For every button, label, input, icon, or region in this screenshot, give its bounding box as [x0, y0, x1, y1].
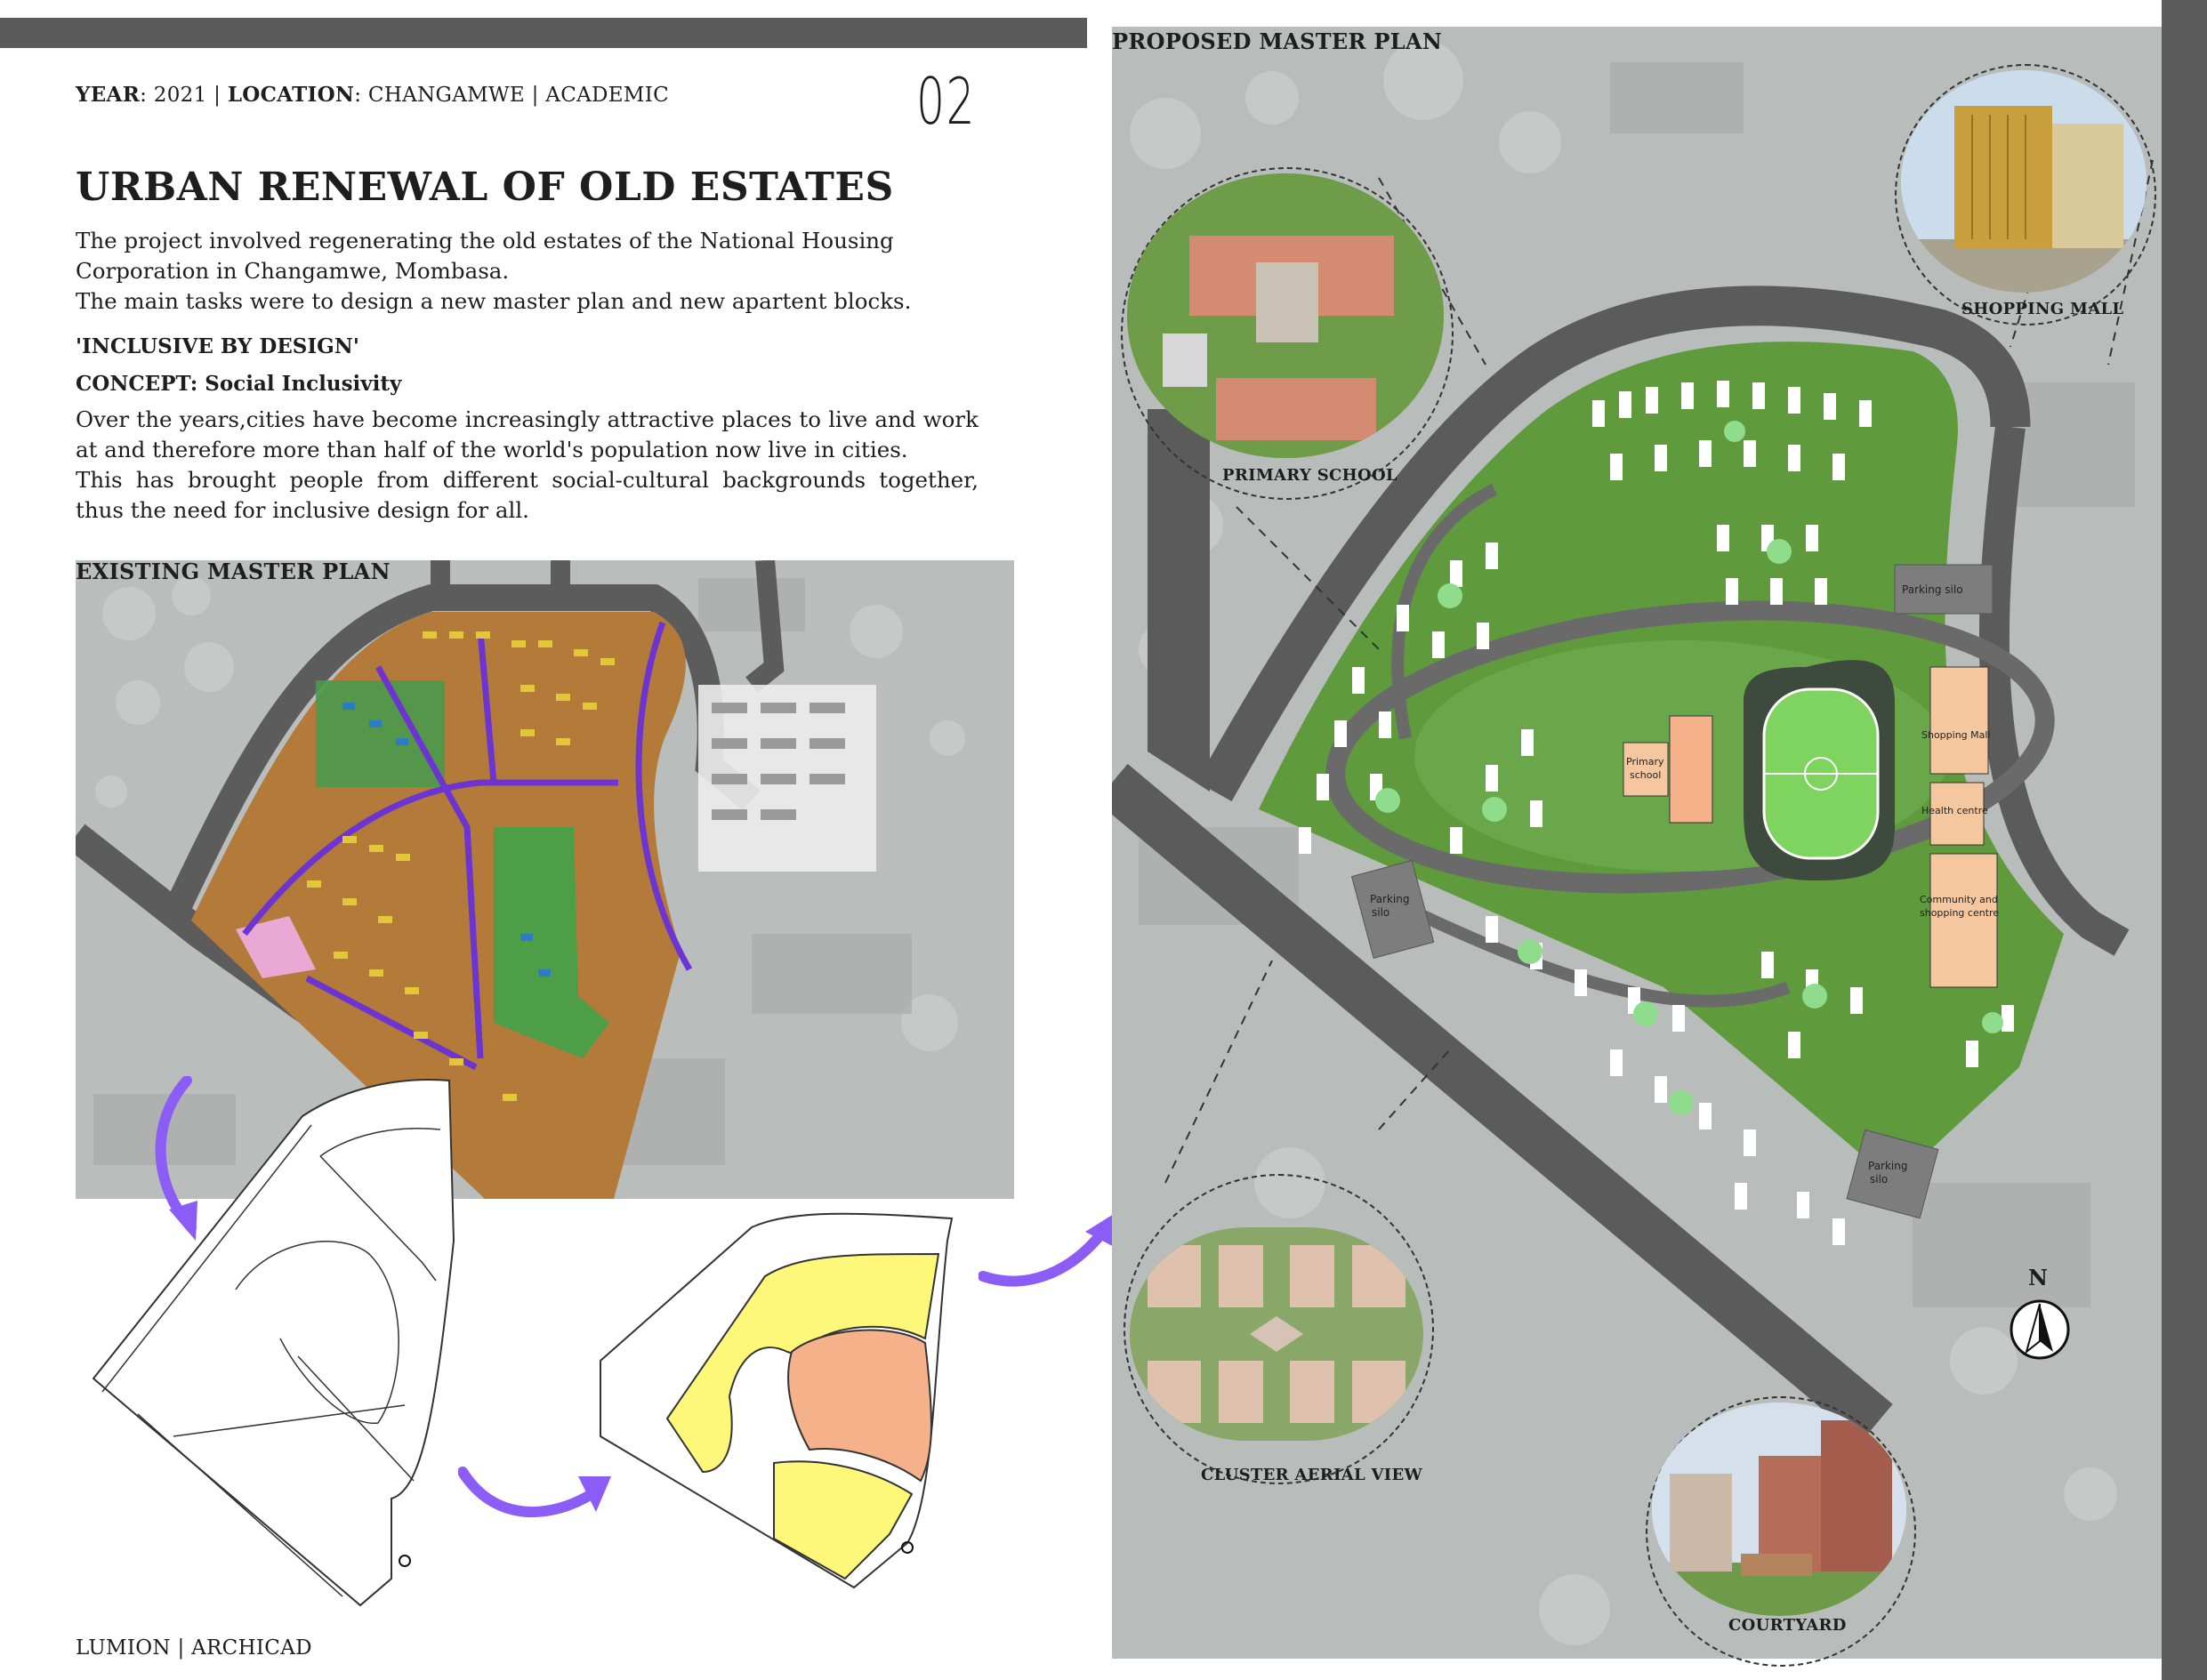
- location-label: LOCATION: [227, 83, 355, 107]
- software-footer: [76, 1636, 312, 1660]
- north-arrow-icon: [2009, 1298, 2071, 1361]
- community-centre-label: shopping centre: [1920, 907, 2000, 919]
- location-value: : CHANGAMWE: [354, 84, 525, 107]
- arrow-down-icon: [142, 1076, 205, 1245]
- shopping-mall-caption: SHOPPING MALL: [1961, 300, 2124, 318]
- intro-line: The project involved regenerating the old estates of the National Housing Corporation in Changamwe, Mombasa.: [76, 228, 894, 284]
- year-label: YEAR: [76, 83, 141, 107]
- proposed-plan-label: PROPOSED MASTER PLAN: [1112, 28, 1443, 54]
- cluster-aerial-image: [1130, 1227, 1423, 1441]
- existing-plan-label: EXISTING MASTER PLAN: [76, 559, 391, 584]
- separator: |: [531, 84, 539, 107]
- project-type: ACADEMIC: [545, 84, 669, 107]
- software-archicad: ARCHICAD: [191, 1636, 312, 1660]
- parking-silo-label: silo: [1372, 906, 1390, 919]
- project-meta: [76, 83, 669, 107]
- body-text: Over the years,cities have become increasingly attractive places to live and work at and therefore more than half of the world's population now live in cities.: [76, 406, 979, 462]
- site-zoning-diagram: [596, 1205, 996, 1596]
- page-title: URBAN RENEWAL OF OLD ESTATES: [76, 165, 894, 210]
- courtyard-caption: COURTYARD: [1728, 1616, 1847, 1635]
- shopping-mall-image: [1901, 70, 2147, 293]
- health-centre-label: Health centre: [1921, 805, 1988, 816]
- cluster-aerial-caption: CLUSTER AERIAL VIEW: [1201, 1466, 1423, 1484]
- parking-silo-label: Parking silo: [1902, 583, 1963, 596]
- separator: |: [177, 1636, 185, 1660]
- courtyard-image: [1652, 1403, 1906, 1616]
- body-paragraph: [76, 405, 979, 526]
- year-value: : 2021: [140, 84, 207, 107]
- primary-school-label: school: [1630, 769, 1662, 781]
- page-number: 02: [916, 64, 976, 139]
- primary-school-caption: PRIMARY SCHOOL: [1222, 466, 1397, 485]
- community-centre-label: Community and: [1920, 894, 1998, 905]
- parking-silo-label: Parking: [1370, 893, 1410, 905]
- parking-silo-label: silo: [1870, 1173, 1889, 1186]
- arrow-up-right-icon: [979, 1205, 1125, 1294]
- body-text: This has brought people from different social-cultural backgrounds together, thus the need for inclusive design for all.: [76, 467, 979, 523]
- north-label: N: [2028, 1265, 2048, 1290]
- intro-paragraph: [76, 226, 979, 317]
- separator: |: [213, 84, 222, 107]
- intro-line: The main tasks were to design a new master plan and new apartent blocks.: [76, 288, 912, 314]
- parking-silo-label: Parking: [1868, 1160, 1908, 1172]
- slogan: 'INCLUSIVE BY DESIGN': [76, 334, 359, 358]
- primary-school-label: Primary: [1626, 756, 1664, 768]
- top-bar: [0, 18, 1087, 48]
- primary-school-image: [1127, 173, 1444, 458]
- arrow-right-icon: [458, 1459, 614, 1530]
- right-edge-bar: [2162, 0, 2207, 1680]
- shopping-mall-label: Shopping Mall: [1921, 729, 1991, 741]
- software-lumion: LUMION: [76, 1636, 171, 1660]
- concept-heading: CONCEPT: Social Inclusivity: [76, 372, 402, 396]
